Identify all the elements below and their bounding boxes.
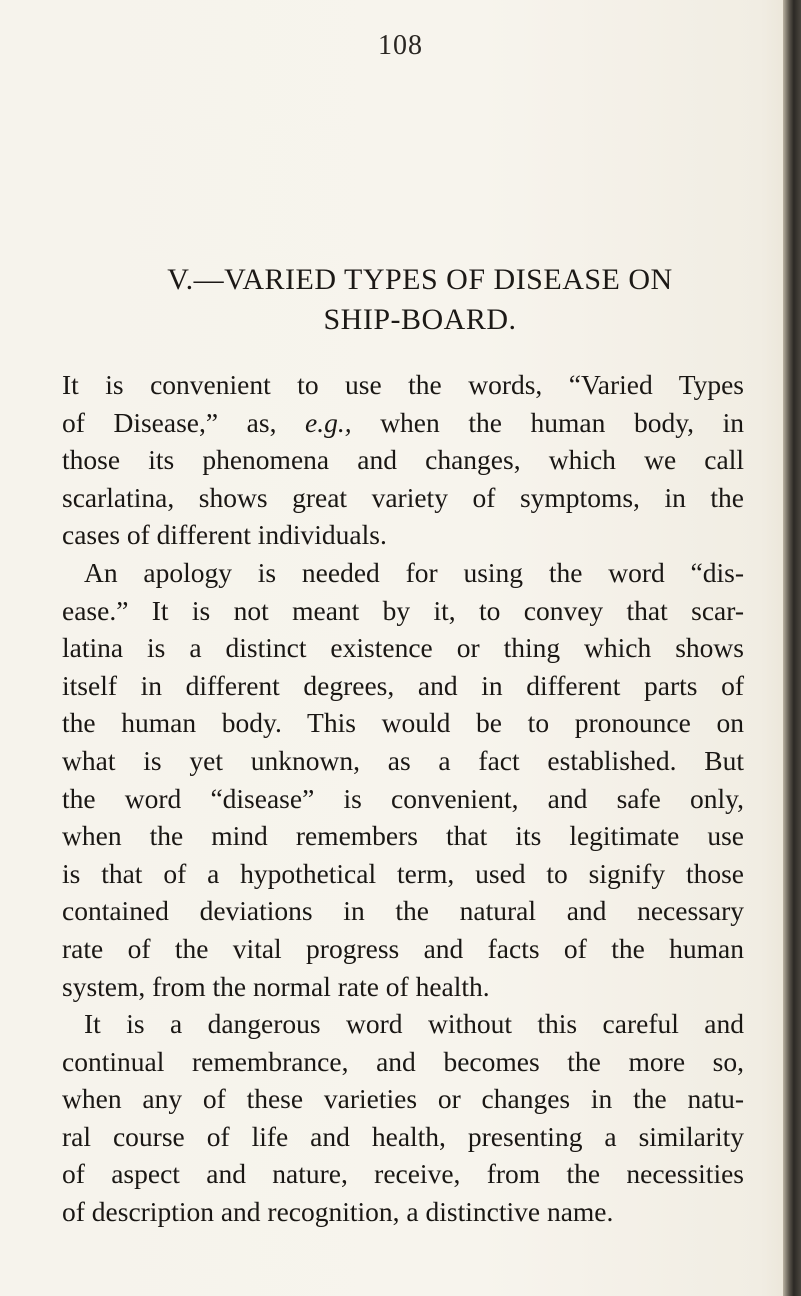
text-line: when any of these varieties or changes in the natu-	[62, 1083, 744, 1115]
text-line: when the mind remembers that its legitimate use	[62, 820, 744, 852]
text-line: the word “disease” is convenient, and safe only,	[62, 782, 744, 814]
text-line: cases of different individuals.	[62, 519, 387, 551]
page-number: 108	[378, 30, 423, 61]
section-heading	[60, 260, 780, 340]
text-line: what is yet unknown, as a fact established. But	[62, 744, 744, 776]
text-line: latina is a distinct existence or thing which shows	[62, 632, 744, 664]
text-line: is that of a hypothetical term, used to signify those	[62, 857, 744, 889]
text-line: It is convenient to use the words, “Varied Types	[62, 369, 744, 400]
paragraph-1	[62, 366, 744, 554]
book-binding-edge	[783, 0, 801, 1296]
text-line: contained deviations in the natural and necessary	[62, 895, 744, 927]
text-line: the human body. This would be to pronounce on	[62, 707, 744, 739]
text-line: An apology is needed for using the word “dis-	[84, 556, 744, 588]
text-line: ral course of life and health, presenting a similarity	[62, 1120, 744, 1152]
text-line: rate of the vital progress and facts of the human	[62, 932, 744, 964]
text-line: those its phenomena and changes, which we call	[62, 444, 744, 476]
text-line: itself in different degrees, and in different parts of	[62, 669, 744, 701]
section-heading-line-2: SHIP-BOARD.	[323, 303, 517, 336]
italic-abbreviation: e.g.,	[305, 406, 352, 438]
text-line: of Disease,” as, e.g., when the human body, in	[62, 406, 744, 438]
text-line: of description and recognition, a distinctive name.	[62, 1196, 614, 1228]
paragraph-3	[62, 1005, 744, 1231]
text-line: of aspect and nature, receive, from the necessities	[62, 1158, 744, 1190]
text-line: scarlatina, shows great variety of symptoms, in the	[62, 481, 744, 513]
section-heading-line-1: V.—VARIED TYPES OF DISEASE ON	[167, 263, 673, 296]
text-line: system, from the normal rate of health.	[62, 970, 490, 1002]
text-line: ease.” It is not meant by it, to convey that scar-	[62, 594, 744, 626]
body-text	[62, 366, 744, 1231]
paragraph-2	[62, 554, 744, 1005]
text-line: It is a dangerous word without this careful and	[84, 1008, 744, 1040]
text-line: continual remembrance, and becomes the more so,	[62, 1045, 744, 1077]
